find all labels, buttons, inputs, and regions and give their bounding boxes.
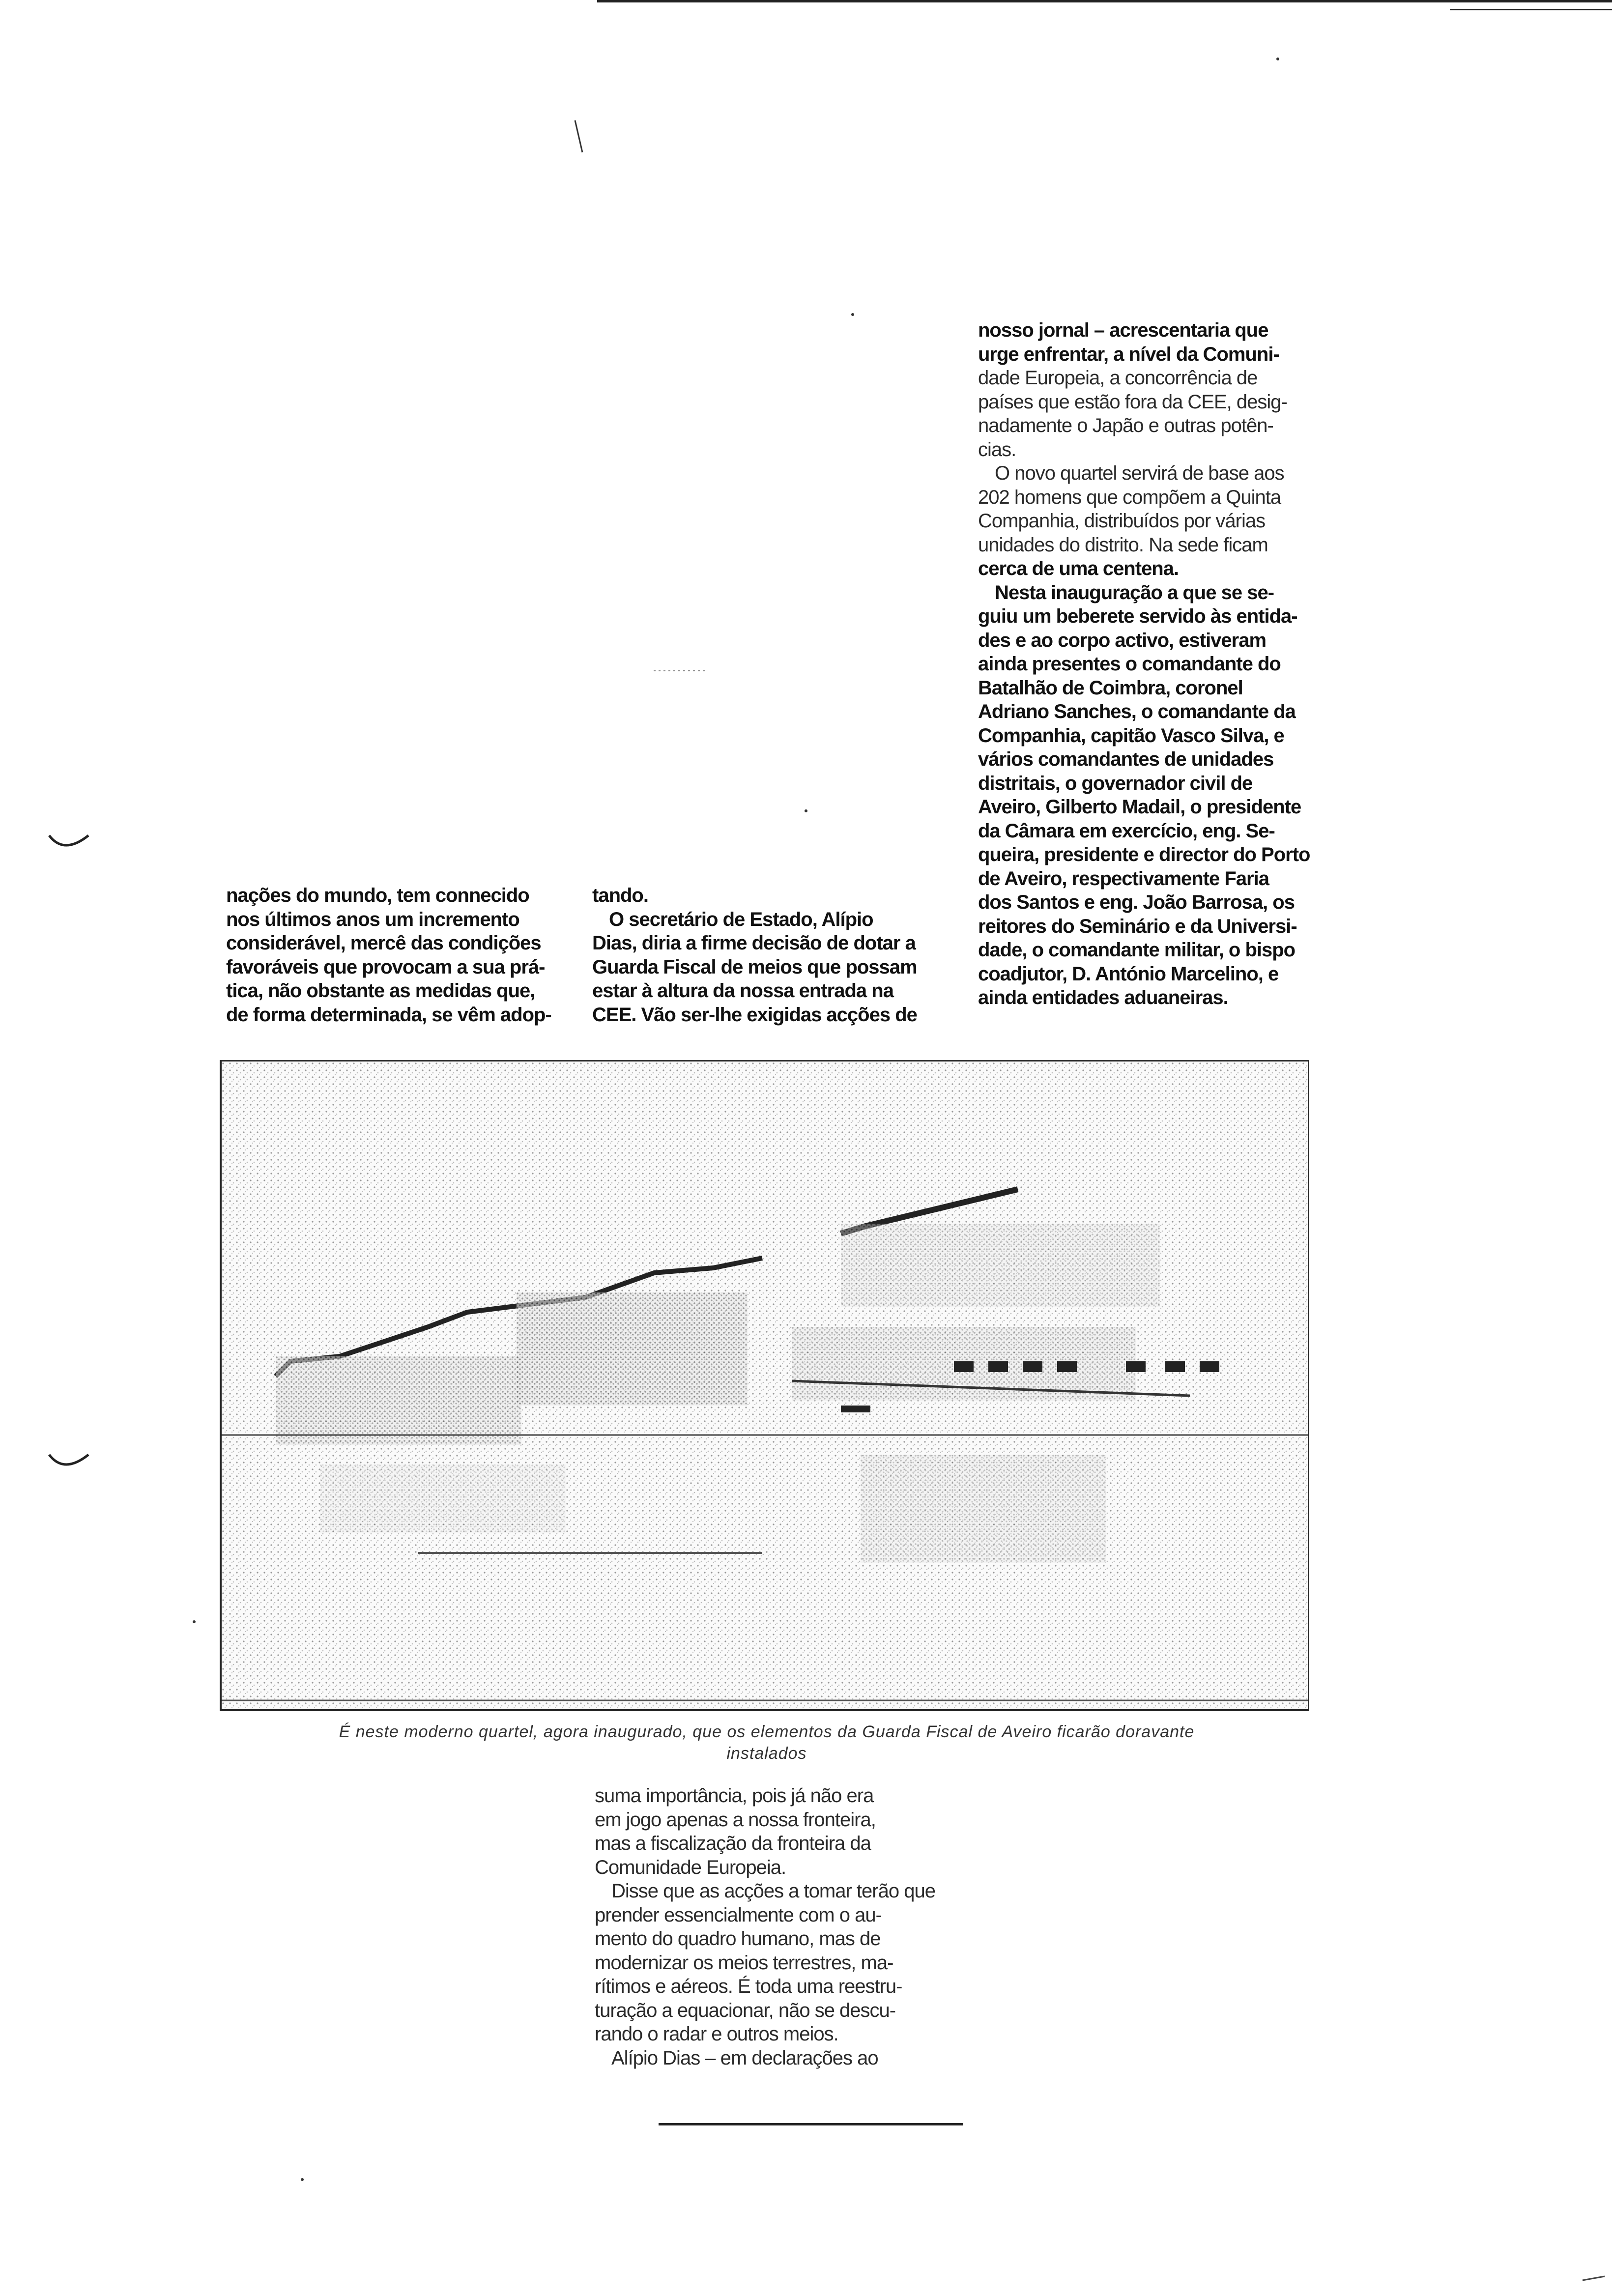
col3-line: distritais, o governador civil de — [978, 772, 1253, 794]
col2-line: CEE. Vão ser-lhe exigidas acções de — [592, 1004, 917, 1026]
col3-line: países que estão fora da CEE, desig- — [978, 391, 1287, 413]
col1-line: favoráveis que provocam a sua prá- — [226, 956, 545, 978]
bottom-rule — [659, 2123, 963, 2125]
col3-line: ainda entidades aduaneiras. — [978, 987, 1228, 1008]
col4-line: rítimos e aéreos. É toda uma reestru- — [595, 1976, 902, 1997]
caption-line-1: É neste moderno quartel, agora inaugurado, que os elementos da Guarda Fiscal de Aveiro ficarão doravante — [339, 1722, 1195, 1741]
col3-line: Aveiro, Gilberto Madail, o presidente — [978, 796, 1301, 818]
article-column-1 — [226, 884, 560, 1027]
col1-line: considerável, mercê das condições — [226, 932, 541, 954]
col3-line: queira, presidente e director do Porto — [978, 844, 1310, 865]
col3-line: dade, o comandante militar, o bispo — [978, 939, 1295, 961]
col3-line: dos Santos e eng. João Barrosa, os — [978, 891, 1295, 913]
col3-line: Batalhão de Coimbra, coronel — [978, 677, 1243, 699]
col4-line: rando o radar e outros meios. — [595, 2023, 838, 2045]
col3-line: urge enfrentar, a nível da Comuni- — [978, 343, 1279, 365]
col1-line: de forma determinada, se vêm adop- — [226, 1004, 551, 1026]
col3-line: guiu um beberete servido às entida- — [978, 605, 1297, 627]
caption-line-2: instalados — [726, 1744, 807, 1763]
col3-line: nosso jornal – acrescentaria que — [978, 319, 1268, 341]
col3-line: Companhia, distribuídos por várias — [978, 510, 1266, 532]
col4-line: em jogo apenas a nossa fronteira, — [595, 1808, 876, 1831]
col4-line: modernizar os meios terrestres, ma- — [595, 1952, 893, 1974]
col3-line: dade Europeia, a concorrência de — [978, 367, 1258, 389]
col3-line: 202 homens que compõem a Quinta — [978, 486, 1281, 508]
article-column-2 — [592, 884, 936, 1027]
col3-line: des e ao corpo activo, estiveram — [978, 629, 1267, 651]
col3-line: nadamente o Japão e outras potên- — [978, 415, 1273, 436]
col2-line: tando. — [592, 885, 648, 906]
col2-line: Dias, diria a firme decisão de dotar a — [592, 932, 916, 954]
col1-line: nos últimos anos um incremento — [226, 908, 519, 930]
col1-line: nações do mundo, tem connecido — [226, 885, 529, 906]
col2-line: Guarda Fiscal de meios que possam — [592, 956, 917, 978]
col3-line: cias. — [978, 438, 1016, 460]
col4-line: Disse que as acções a tomar terão que — [611, 1880, 935, 1902]
col3-line: de Aveiro, respectivamente Faria — [978, 867, 1269, 890]
building-illustration — [222, 1062, 1308, 1709]
quartel-photo — [220, 1060, 1309, 1711]
col4-line: mas a fiscalização da fronteira da — [595, 1833, 871, 1854]
col4-line: Alípio Dias – em declarações ao — [611, 2047, 878, 2069]
col3-line: cerca de uma centena. — [978, 558, 1179, 579]
col3-line: Companhia, capitão Vasco Silva, e — [978, 724, 1284, 746]
col2-line: estar à altura da nossa entrada na — [592, 980, 893, 1002]
col3-line: coadjutor, D. António Marcelino, e — [978, 963, 1279, 985]
col2-line: O secretário de Estado, Alípio — [609, 908, 873, 930]
article-column-3 — [978, 318, 1312, 1010]
photo-caption — [216, 1721, 1317, 1764]
col4-line: suma importância, pois já não era — [595, 1785, 874, 1807]
article-column-4 — [595, 1784, 934, 2070]
col4-line: Comunidade Europeia. — [595, 1856, 786, 1878]
col4-line: prender essencialmente com o au- — [595, 1904, 882, 1926]
col3-line: vários comandantes de unidades — [978, 748, 1274, 770]
col1-line: tica, não obstante as medidas que, — [226, 980, 535, 1002]
col3-line: Nesta inauguração a que se se- — [995, 581, 1274, 603]
col3-line: ainda presentes o comandante do — [978, 653, 1281, 675]
col3-line: O novo quartel servirá de base aos — [995, 462, 1284, 484]
col4-line: mento do quadro humano, mas de — [595, 1928, 881, 1950]
col4-line: turação a equacionar, não se descu- — [595, 1999, 896, 2021]
col3-line: Adriano Sanches, o comandante da — [978, 701, 1295, 722]
col3-line: unidades do distrito. Na sede ficam — [978, 534, 1268, 556]
col3-line: da Câmara em exercício, eng. Se- — [978, 820, 1275, 842]
col3-line: reitores do Seminário e da Universi- — [978, 915, 1297, 937]
